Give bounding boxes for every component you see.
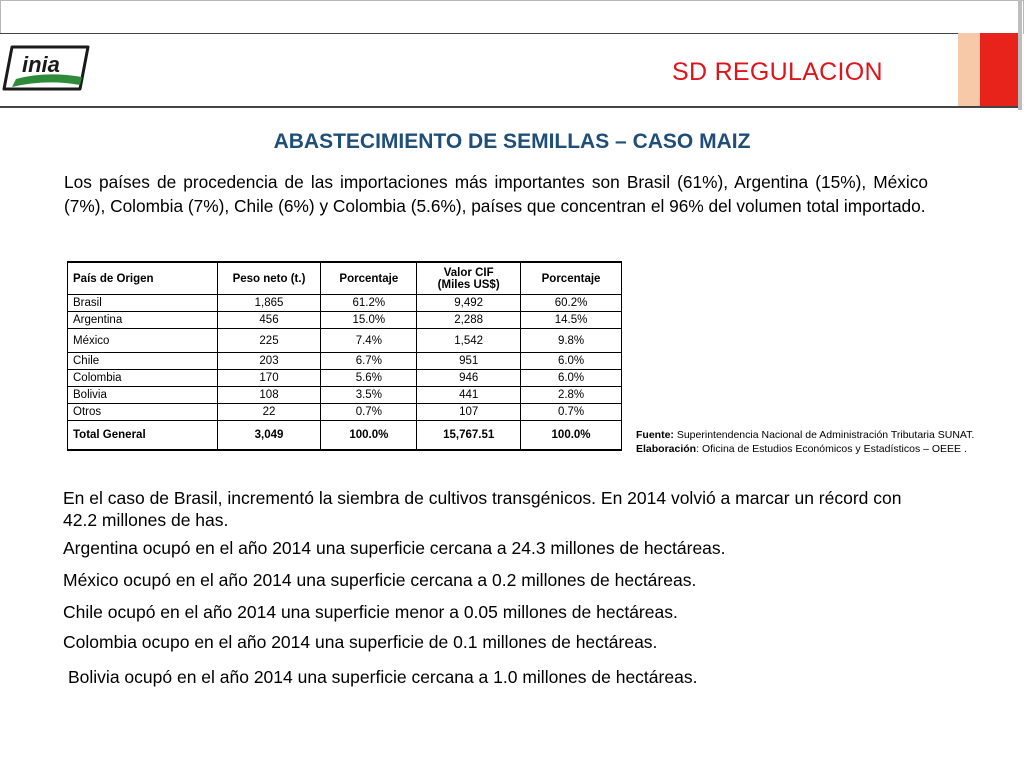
intro-paragraph: Los países de procedencia de las importaciones más importantes son Brasil (61%), Argentina (15%), México (7%), Colombia (7%), Chile (6%) y Colombia (5.6%), países que concentran el 96% del volumen total importado. (64, 172, 928, 216)
paragraph-bolivia: Bolivia ocupó en el año 2014 una superficie cercana a 1.0 millones de hectáreas. (68, 667, 698, 687)
imports-table (67, 261, 622, 451)
cell-weight-pct: 0.7% (321, 404, 417, 421)
cell-country: Argentina (68, 312, 218, 329)
paragraph-chile: Chile ocupó en el año 2014 una superficie menor a 0.05 millones de hectáreas. (63, 602, 678, 622)
total-value: 15,767.51 (417, 421, 521, 451)
source-elaboracion (636, 442, 974, 456)
source-note (636, 428, 974, 456)
total-value-pct: 100.0% (521, 421, 622, 451)
paragraph-argentina: Argentina ocupó en el año 2014 una superficie cercana a 24.3 millones de hectáreas. (63, 538, 726, 558)
paragraph-colombia: Colombia ocupo en el año 2014 una superficie de 0.1 millones de hectáreas. (63, 632, 658, 652)
logo-text: inia (22, 52, 60, 77)
subtitle-text: ABASTECIMIENTO DE SEMILLAS – CASO MAIZ (273, 130, 751, 153)
table-row (68, 329, 622, 353)
accent-stripe-peach (958, 33, 980, 106)
cell-value-pct: 0.7% (521, 404, 622, 421)
header-valor-cif (417, 262, 521, 295)
cell-value-pct: 9.8% (521, 329, 622, 353)
cell-weight: 170 (217, 370, 321, 387)
fuente-label: Fuente: (636, 429, 674, 441)
cell-weight-pct: 3.5% (321, 387, 417, 404)
header-porcentaje-valor: Porcentaje (521, 262, 622, 295)
cell-value: 9,492 (417, 295, 521, 312)
total-weight: 3,049 (217, 421, 321, 451)
inia-logo-icon (2, 45, 90, 97)
elaboracion-label: Elaboración (636, 443, 697, 455)
cell-value: 951 (417, 353, 521, 370)
top-band (0, 0, 1024, 34)
cell-value-pct: 2.8% (521, 387, 622, 404)
cell-country: Brasil (68, 295, 218, 312)
cell-value-pct: 6.0% (521, 353, 622, 370)
table-header-row (68, 262, 622, 295)
cell-value-pct: 14.5% (521, 312, 622, 329)
table-row (68, 387, 622, 404)
inia-logo (2, 45, 90, 97)
cell-value-pct: 60.2% (521, 295, 622, 312)
paragraph-mexico: México ocupó en el año 2014 una superficie cercana a 0.2 millones de hectáreas. (63, 570, 697, 590)
cell-weight-pct: 6.7% (321, 353, 417, 370)
cell-weight: 203 (217, 353, 321, 370)
cell-weight: 22 (217, 404, 321, 421)
accent-stripe-red (980, 33, 1020, 106)
header-frame (0, 0, 1024, 110)
cell-country: Bolivia (68, 387, 218, 404)
table-row (68, 404, 622, 421)
table-row (68, 295, 622, 312)
header-porcentaje-peso: Porcentaje (321, 262, 417, 295)
table-row (68, 370, 622, 387)
paragraph-brasil: En el caso de Brasil, incrementó la siembra de cultivos transgénicos. En 2014 volvió a marcar un récord con 42.2 millones de has. (63, 488, 902, 530)
cell-weight: 108 (217, 387, 321, 404)
cell-value: 1,542 (417, 329, 521, 353)
cell-value: 946 (417, 370, 521, 387)
cell-value: 107 (417, 404, 521, 421)
cell-weight-pct: 61.2% (321, 295, 417, 312)
cell-value-pct: 6.0% (521, 370, 622, 387)
page-title: SD REGULACION (672, 58, 883, 86)
table-row (68, 312, 622, 329)
header-peso: Peso neto (t.) (217, 262, 321, 295)
cell-country: Colombia (68, 370, 218, 387)
cell-weight-pct: 5.6% (321, 370, 417, 387)
cell-weight: 1,865 (217, 295, 321, 312)
cell-value: 2,288 (417, 312, 521, 329)
header-valor-line2: (Miles US$) (437, 278, 500, 291)
fuente-text: Superintendencia Nacional de Administración Tributaria SUNAT. (673, 429, 975, 441)
total-weight-pct: 100.0% (321, 421, 417, 451)
right-edge-border (1018, 0, 1022, 110)
header-pais: País de Origen (68, 262, 218, 295)
elaboracion-text: : Oficina de Estudios Económicos y Estadísticos – OEEE . (696, 443, 967, 455)
cell-country: Otros (68, 404, 218, 421)
cell-country: Chile (68, 353, 218, 370)
cell-weight-pct: 7.4% (321, 329, 417, 353)
cell-weight: 456 (217, 312, 321, 329)
table-row (68, 353, 622, 370)
cell-weight-pct: 15.0% (321, 312, 417, 329)
table-total-row (68, 421, 622, 451)
total-label: Total General (68, 421, 218, 451)
header-valor-line1: Valor CIF (443, 266, 494, 279)
source-fuente (636, 428, 974, 442)
section-subtitle (0, 130, 1024, 154)
cell-weight: 225 (217, 329, 321, 353)
cell-country: México (68, 329, 218, 353)
cell-value: 441 (417, 387, 521, 404)
